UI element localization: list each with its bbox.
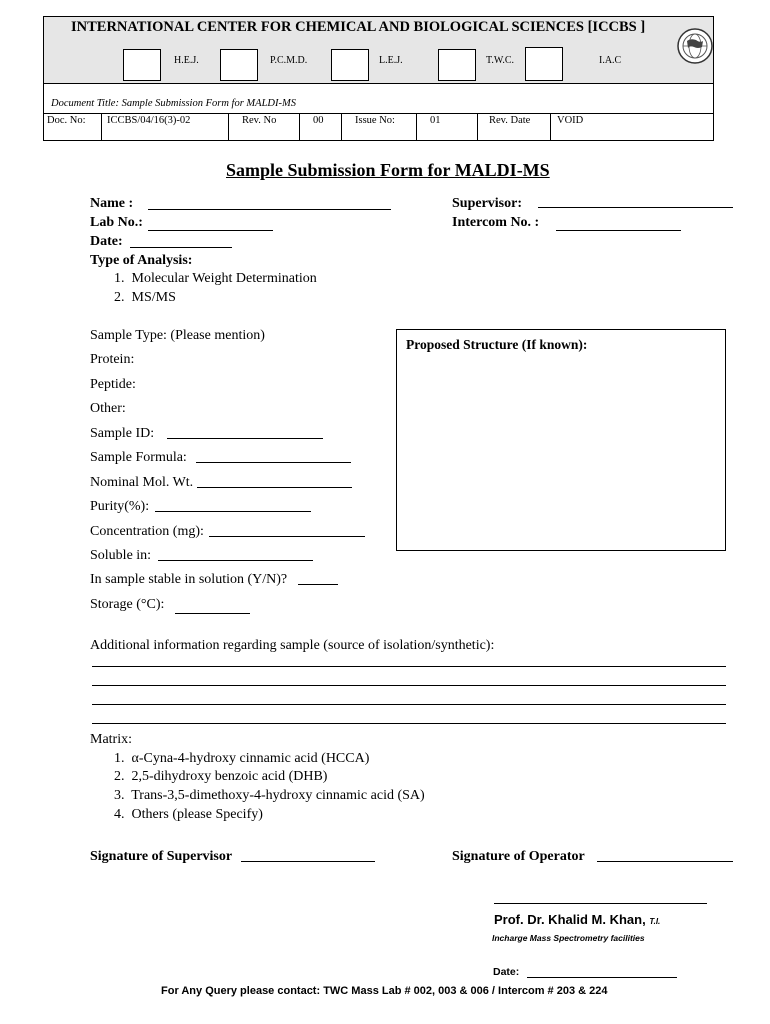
analysis-option-mw[interactable]: 1. Molecular Weight Determination: [114, 271, 317, 286]
nominal-mol-label: Nominal Mol. Wt.: [90, 475, 194, 490]
sample-id-input-line[interactable]: [167, 438, 323, 439]
footer-date-line[interactable]: [527, 977, 677, 978]
sig-operator-line[interactable]: [597, 861, 733, 862]
matrix-option-dhb[interactable]: 2. 2,5-dihydroxy benzoic acid (DHB): [114, 769, 328, 784]
issue-no-label: Issue No:: [355, 115, 395, 126]
date-label: Date:: [90, 234, 123, 249]
dept-label-iac: I.A.C: [599, 55, 622, 66]
proposed-structure-box[interactable]: [396, 329, 726, 551]
document-header: [43, 16, 714, 141]
checkbox-twc[interactable]: [438, 49, 476, 81]
storage-label: Storage (°C):: [90, 597, 165, 612]
peptide-label: Peptide:: [90, 377, 136, 392]
matrix-option-sa[interactable]: 3. Trans-3,5-dimethoxy-4-hydroxy cinnamic acid (SA): [114, 788, 425, 803]
matrix-option-hcca[interactable]: 1. α-Cyna-4-hydroxy cinnamic acid (HCCA): [114, 751, 370, 766]
date-input-line[interactable]: [130, 247, 232, 248]
protein-label: Protein:: [90, 352, 135, 367]
matrix-heading: Matrix:: [90, 732, 132, 747]
sig-operator-label: Signature of Operator: [452, 849, 585, 864]
analysis-option-msms[interactable]: 2. MS/MS: [114, 290, 176, 305]
lab-no-label: Lab No.:: [90, 215, 143, 230]
checkbox-lej[interactable]: [331, 49, 369, 81]
footer-date-label: Date:: [493, 966, 520, 978]
document-title: Document Title: Sample Submission Form for MALDI-MS: [51, 98, 296, 109]
signatory-honor: T.I.: [649, 917, 661, 926]
rev-no-value: 00: [313, 115, 324, 126]
checkbox-hej[interactable]: [123, 49, 161, 81]
concentration-label: Concentration (mg):: [90, 524, 204, 539]
concentration-input-line[interactable]: [209, 536, 365, 537]
purity-label: Purity(%):: [90, 499, 150, 514]
soluble-input-line[interactable]: [158, 560, 313, 561]
cell-divider: [477, 113, 478, 141]
institution-name: INTERNATIONAL CENTER FOR CHEMICAL AND BIOLOGICAL SCIENCES [ICCBS ]: [71, 19, 646, 35]
additional-info-label: Additional information regarding sample (source of isolation/synthetic):: [90, 638, 495, 653]
form-title: Sample Submission Form for MALDI-MS: [226, 160, 550, 180]
cell-divider: [416, 113, 417, 141]
header-divider: [44, 83, 713, 84]
dept-label-twc: T.W.C.: [486, 55, 515, 66]
doc-no-label: Doc. No:: [47, 115, 86, 126]
dept-label-hej: H.E.J.: [174, 55, 199, 66]
dept-label-lej: L.E.J.: [379, 55, 403, 66]
storage-input-line[interactable]: [175, 613, 250, 614]
supervisor-label: Supervisor:: [452, 196, 522, 211]
intercom-input-line[interactable]: [556, 230, 681, 231]
cell-divider: [550, 113, 551, 141]
cell-divider: [299, 113, 300, 141]
checkbox-pcmd[interactable]: [220, 49, 258, 81]
purity-input-line[interactable]: [155, 511, 311, 512]
nominal-mol-input-line[interactable]: [197, 487, 352, 488]
signatory-name-row: [494, 912, 660, 927]
signatory-name: Prof. Dr. Khalid M. Khan,: [494, 912, 646, 927]
cell-divider: [101, 113, 102, 141]
intercom-label: Intercom No. :: [452, 215, 540, 230]
matrix-option-other[interactable]: 4. Others (please Specify): [114, 807, 263, 822]
cell-divider: [341, 113, 342, 141]
stable-label: In sample stable in solution (Y/N)?: [90, 572, 288, 587]
analysis-heading: Type of Analysis:: [90, 253, 193, 268]
iccbs-logo: [676, 27, 714, 65]
rev-no-label: Rev. No: [242, 115, 277, 126]
sample-type-label: Sample Type: (Please mention): [90, 328, 265, 343]
authority-signature-line[interactable]: [494, 903, 707, 904]
cell-divider: [228, 113, 229, 141]
issue-no-value: 01: [430, 115, 441, 126]
stable-input-line[interactable]: [298, 584, 338, 585]
doc-no-value: ICCBS/04/16(3)-02: [107, 115, 191, 126]
rev-date-value: VOID: [557, 115, 584, 126]
signatory-role: Incharge Mass Spectrometry facilities: [492, 933, 645, 943]
dept-label-pcmd: P.C.M.D.: [270, 55, 308, 66]
sample-formula-label: Sample Formula:: [90, 450, 187, 465]
lab-no-input-line[interactable]: [148, 230, 273, 231]
additional-info-line-3[interactable]: [92, 704, 726, 705]
sig-supervisor-line[interactable]: [241, 861, 375, 862]
additional-info-line-2[interactable]: [92, 685, 726, 686]
supervisor-input-line[interactable]: [538, 207, 733, 208]
header-divider-2: [44, 113, 713, 114]
proposed-structure-label: Proposed Structure (If known):: [406, 337, 588, 352]
additional-info-line-1[interactable]: [92, 666, 726, 667]
other-label: Other:: [90, 401, 126, 416]
sample-formula-input-line[interactable]: [196, 462, 351, 463]
name-input-line[interactable]: [148, 209, 391, 210]
sig-supervisor-label: Signature of Supervisor: [90, 849, 233, 864]
additional-info-line-4[interactable]: [92, 723, 726, 724]
soluble-label: Soluble in:: [90, 548, 152, 563]
name-label: Name :: [90, 196, 134, 211]
rev-date-label: Rev. Date: [489, 115, 531, 126]
contact-info: For Any Query please contact: TWC Mass Lab # 002, 003 & 006 / Intercom # 203 & 224: [161, 985, 608, 997]
sample-id-label: Sample ID:: [90, 426, 155, 441]
checkbox-iac[interactable]: [525, 47, 563, 81]
